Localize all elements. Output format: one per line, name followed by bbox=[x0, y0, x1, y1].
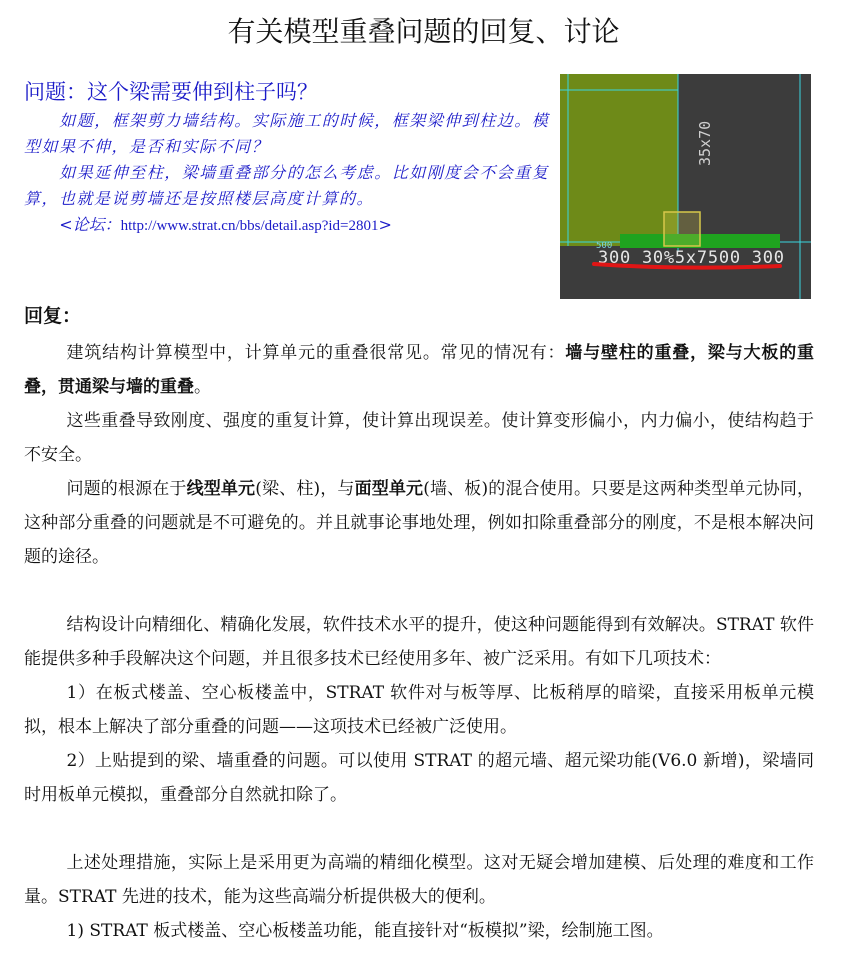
reply-label: 回复： bbox=[24, 305, 82, 327]
forum-prefix: <论坛： bbox=[59, 215, 121, 234]
reply-paragraph-5: 1）在板式楼盖、空心板楼盖中，STRAT 软件对与板等厚、比板稍厚的暗梁，直接采用板单元模拟，根本上解决了部分重叠的问题——这项技术已经被广泛使用。 bbox=[24, 683, 814, 737]
forum-suffix: > bbox=[378, 215, 392, 234]
reply-paragraph-2: 这些重叠导致刚度、强度的重复计算，使计算出现误差。使计算变形偏小，内力偏小，使结构趋于不安全。 bbox=[24, 411, 814, 465]
question-paragraph-1: 如题，框架剪力墙结构。实际施工的时候，框架梁伸到柱边。模型如果不伸，是否和实际不同？ bbox=[24, 111, 550, 156]
reply-paragraph-6: 2）上贴提到的梁、墙重叠的问题。可以使用 STRAT 的超元墙、超元梁功能(V6.0 新增)，梁墙同时用板单元模拟，重叠部分自然就扣除了。 bbox=[24, 751, 814, 805]
reply-p3-e: (墙、板)的混合使用。只要是这两种类型单元协同，这种部分重叠的问题就是不可避免的。并且就事论事地处理，例如扣除重叠部分的刚度，不是根本解决问题的途径。 bbox=[24, 479, 815, 567]
cad-screenshot bbox=[560, 74, 811, 299]
reply-p3-c: (梁、柱)，与 bbox=[255, 479, 355, 499]
question-block bbox=[24, 78, 550, 239]
reply-p1-text: 建筑结构计算模型中，计算单元的重叠很常见。常见的情况有： bbox=[66, 343, 566, 363]
forum-reference bbox=[24, 212, 550, 239]
reply-body bbox=[24, 336, 814, 948]
paragraph-gap bbox=[24, 812, 814, 846]
cad-drawing bbox=[560, 74, 811, 299]
reply-p1-end: 。 bbox=[194, 377, 211, 397]
question-heading: 问题：这个梁需要伸到柱子吗？ bbox=[24, 80, 318, 104]
wall-region bbox=[560, 74, 678, 246]
reply-paragraph-1 bbox=[24, 336, 814, 404]
reply-paragraph-8: 1) STRAT 板式楼盖、空心板楼盖功能，能直接针对“板模拟”梁，绘制施工图。 bbox=[66, 921, 664, 941]
column-label: 35x70 bbox=[696, 120, 714, 166]
column-fill bbox=[664, 212, 700, 246]
page-title: 有关模型重叠问题的回复、讨论 bbox=[227, 15, 620, 48]
reply-paragraph-3 bbox=[24, 472, 814, 574]
reply-p3-bold-2: 面型单元 bbox=[354, 479, 424, 499]
reply-p3-a: 问题的根源在于 bbox=[66, 479, 187, 499]
reply-p1-bold: 墙与壁柱的重叠，梁与大板的重叠，贯通梁与墙的重叠 bbox=[24, 343, 815, 397]
small-label: 500 bbox=[596, 241, 613, 251]
reply-p3-bold-1: 线型单元 bbox=[186, 479, 256, 499]
paragraph-gap bbox=[24, 574, 814, 608]
forum-link[interactable]: http://www.strat.cn/bbs/detail.asp?id=2801 bbox=[120, 218, 379, 234]
reply-paragraph-7: 上述处理措施，实际上是采用更为高端的精细化模型。这对无疑会增加建模、后处理的难度和工作量。STRAT 先进的技术，能为这些高端分析提供极大的便利。 bbox=[24, 853, 814, 907]
beam-label: 300 30%5x7500 300 bbox=[598, 248, 784, 268]
reply-paragraph-4: 结构设计向精细化、精确化发展，软件技术水平的提升，使这种问题能得到有效解决。STRAT 软件能提供多种手段解决这个问题，并且很多技术已经使用多年、被广泛采用。有如下几项技术： bbox=[24, 615, 814, 669]
question-paragraph-2: 如果延伸至柱，梁墙重叠部分的怎么考虑。比如刚度会不会重复算，也就是说剪墙还是按照楼层高度计算的。 bbox=[24, 163, 550, 208]
